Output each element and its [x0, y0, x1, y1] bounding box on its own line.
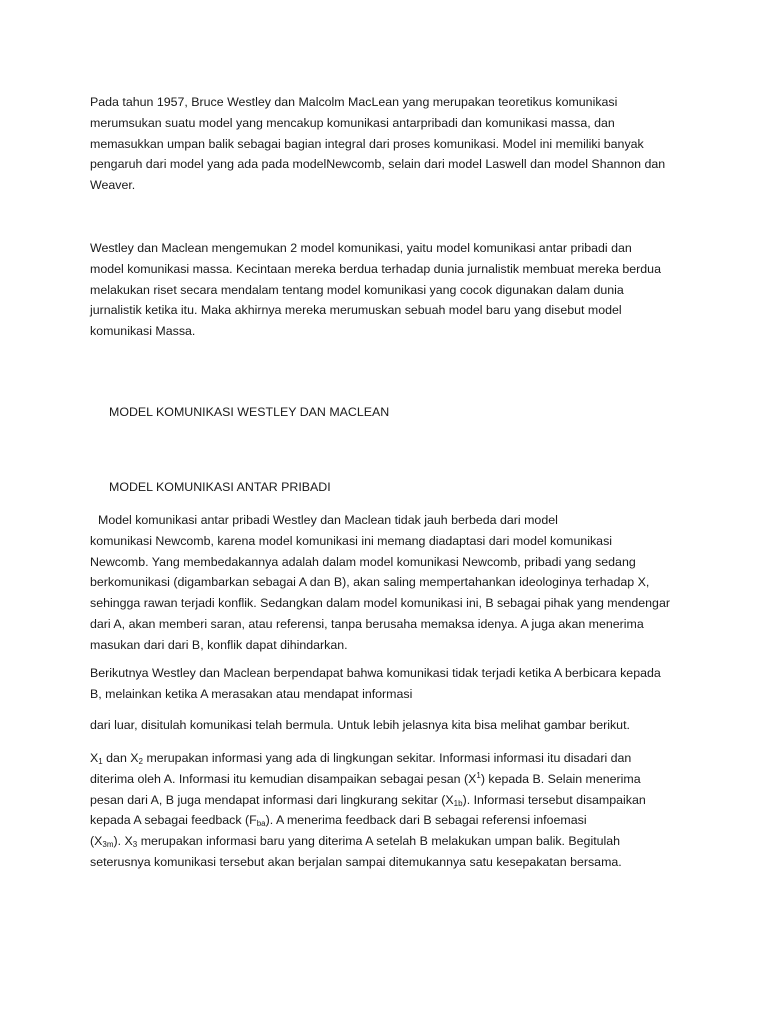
text-line: dari luar, disitulah komunikasi telah bermula. Untuk lebih jelasnya kita bisa melihat gambar berikut.	[90, 718, 630, 732]
text-line: model komunikasi massa. Kecintaan mereka berdua terhadap dunia jurnalistik membuat mereka berdua	[90, 261, 661, 276]
text-line: berkomunikasi (digambarkan sebagai A dan B), akan saling mempertahankan ideologinya terhadap X,	[90, 575, 650, 590]
inline-text: diterima oleh A. Informasi itu kemudian disampaikan sebagai pesan (X	[90, 771, 477, 786]
text-line: sehingga rawan terjadi konflik. Sedangkan dalam model komunikasi ini, B sebagai pihak yang mendengar	[90, 596, 670, 611]
inline-text: merupakan informasi yang ada di lingkungan sekitar. Informasi informasi itu disadari dan	[143, 751, 632, 765]
text-line: komunikasi Massa.	[90, 324, 196, 339]
subscript: 3m	[102, 840, 114, 850]
inline-text: ). A menerima feedback dari B sebagai referensi infoemasi	[265, 813, 587, 828]
superscript: 1	[476, 770, 481, 780]
section-heading-antar-pribadi: MODEL KOMUNIKASI ANTAR PRIBADI	[109, 480, 331, 494]
inline-text: ). X	[113, 834, 133, 849]
text-line: Newcomb. Yang membedakannya adalah dalam model komunikasi Newcomb, pribadi yang sedang	[90, 554, 636, 569]
paragraph-x1-x2	[90, 748, 690, 873]
subscript: 3	[132, 840, 138, 850]
text-line: B, melainkan ketika A merasakan atau mendapat informasi	[90, 686, 413, 701]
inline-text: pesan dari A, B juga mendapat informasi dari lingkurang sekitar (X	[90, 792, 454, 807]
paragraph-dari-luar	[90, 715, 690, 736]
paragraph-berikutnya	[90, 663, 690, 705]
inline-text: (X	[90, 834, 103, 849]
paragraph-westley-maclean	[90, 238, 690, 342]
paragraph-antar-pribadi	[90, 510, 690, 656]
text-line: komunikasi Newcomb, karena model komunikasi ini memang diadaptasi dari model komunikasi	[90, 533, 613, 548]
text-line	[90, 831, 690, 852]
text-line: jurnalistik ketika itu. Maka akhirnya mereka merumuskan sebuah model baru yang disebut model	[90, 303, 622, 318]
text-line: seterusnya komunikasi tersebut akan berjalan sampai ditemukannya satu kesepakatan bersama.	[90, 854, 622, 869]
text-line: Berikutnya Westley dan Maclean berpendapat bahwa komunikasi tidak terjadi ketika A berbicara kepada	[90, 666, 661, 680]
subscript: 2	[138, 757, 143, 766]
text-line	[90, 810, 690, 831]
inline-text: ). Informasi tersebut disampaikan	[462, 792, 646, 807]
text-line: pengaruh dari model yang ada pada modelNewcomb, selain dari model Laswell dan model Shannon dan	[90, 157, 666, 172]
text-line: melakukan riset secara mendalam tentang model komunikasi yang cocok digunakan dalam dunia	[90, 282, 624, 297]
inline-text: merupakan informasi baru yang diterima A setelah B melakukan umpan balik. Begitulah	[137, 834, 621, 849]
text-line	[90, 769, 690, 790]
text-line: Westley dan Maclean mengemukan 2 model komunikasi, yaitu model komunikasi antar pribadi dan	[90, 241, 632, 255]
text-line: merumsukan suatu model yang mencakup komunikasi antarpribadi dan komunikasi massa, dan	[90, 115, 615, 130]
section-heading-model: MODEL KOMUNIKASI WESTLEY DAN MACLEAN	[109, 405, 390, 419]
symbol-x: X	[90, 751, 99, 765]
subscript: 1	[98, 757, 103, 766]
text-line: dari A, akan memberi saran, atau referensi, tanpa berusaha memaksa idenya. A juga akan menerima	[90, 616, 644, 631]
text-line	[90, 748, 690, 769]
text-line: Weaver.	[90, 178, 136, 193]
inline-text: kepada A sebagai feedback (F	[90, 813, 257, 828]
text-line: memasukkan umpan balik sebagai bagian integral dari proses komunikasi. Model ini memiliki banyak	[90, 136, 644, 151]
text-line	[90, 790, 690, 811]
text-line: masukan dari dari B, konflik dapat dihindarkan.	[90, 637, 348, 652]
inline-text: dan X	[102, 751, 139, 765]
text-line: Model komunikasi antar pribadi Westley dan Maclean tidak jauh berbeda dari model	[98, 513, 558, 527]
subscript: 1b	[453, 798, 463, 808]
paragraph-intro	[90, 92, 690, 196]
text-line: Pada tahun 1957, Bruce Westley dan Malcolm MacLean yang merupakan teoretikus komunikasi	[90, 95, 618, 109]
subscript: ba	[256, 819, 266, 829]
inline-text: ) kepada B. Selain menerima	[480, 771, 641, 786]
